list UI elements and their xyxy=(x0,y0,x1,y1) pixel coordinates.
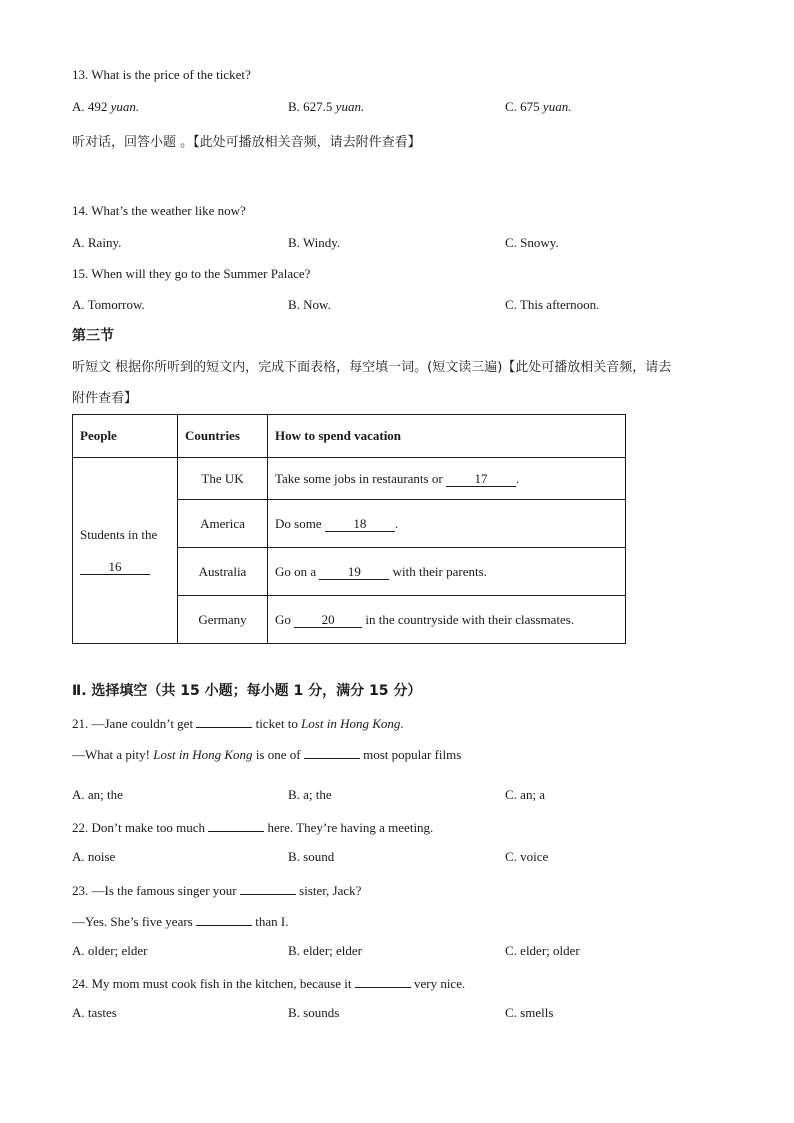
header-countries: Countries xyxy=(178,415,268,458)
section-3-title: 第三节 xyxy=(72,328,114,344)
header-how-to-spend: How to spend vacation xyxy=(268,415,626,458)
country-cell: Australia xyxy=(178,548,268,596)
q22-option-c[interactable]: C. voice xyxy=(505,849,549,864)
section-3-instruction-line1: 听短文 根据你所听到的短文内，完成下面表格，每空填一词。(短文读三遍)【此处可播放相关音频，请去 xyxy=(72,360,672,375)
q23-blank-2[interactable] xyxy=(196,911,252,926)
section-3-instruction-line2: 附件查看】 xyxy=(72,391,138,406)
vacation-cell: Go on a 19 with their parents. xyxy=(268,548,626,596)
q22-option-b[interactable]: B. sound xyxy=(288,849,335,864)
q15-option-c[interactable]: C. This afternoon. xyxy=(505,297,600,312)
question-24-stem: 24. My mom must cook fish in the kitchen, because it very nice. xyxy=(72,973,465,993)
q14-option-c[interactable]: C. Snowy. xyxy=(505,235,559,250)
q21-option-c[interactable]: C. an; a xyxy=(505,787,546,802)
question-23-line1: 23. —Is the famous singer your sister, Jack? xyxy=(72,880,361,900)
header-people: People xyxy=(73,415,178,458)
q21-option-b[interactable]: B. a; the xyxy=(288,787,332,802)
question-14-stem: 14. What’s the weather like now? xyxy=(72,203,246,218)
q23-option-b[interactable]: B. elder; elder xyxy=(288,943,362,958)
blank-16[interactable]: 16 xyxy=(80,560,150,575)
q23-option-c[interactable]: C. elder; older xyxy=(505,943,580,958)
q24-option-c[interactable]: C. smells xyxy=(505,1005,554,1020)
question-13-stem: 13. What is the price of the ticket? xyxy=(72,67,251,82)
q15-option-b[interactable]: B. Now. xyxy=(288,297,331,312)
listen-note: 听对话，回答小题 。【此处可播放相关音频，请去附件查看】 xyxy=(72,135,421,150)
q21-blank-2[interactable] xyxy=(304,744,360,759)
people-text: Students in the xyxy=(80,526,158,542)
blank-20[interactable]: 20 xyxy=(294,613,362,628)
vacation-table xyxy=(72,414,626,644)
question-21-line2: —What a pity! Lost in Hong Kong is one of most popular films xyxy=(72,744,461,764)
q13-option-a[interactable]: A. 492 yuan. xyxy=(72,99,140,114)
blank-19[interactable]: 19 xyxy=(319,565,389,580)
question-21-line1: 21. —Jane couldn’t get ticket to Lost in Hong Kong. xyxy=(72,713,404,733)
q22-blank[interactable] xyxy=(208,817,264,832)
q15-option-a[interactable]: A. Tomorrow. xyxy=(72,297,145,312)
question-22-stem: 22. Don’t make too much here. They’re having a meeting. xyxy=(72,817,433,837)
blank-18[interactable]: 18 xyxy=(325,517,395,532)
q22-option-a[interactable]: A. noise xyxy=(72,849,116,864)
q24-blank[interactable] xyxy=(355,973,411,988)
q23-option-a[interactable]: A. older; elder xyxy=(72,943,148,958)
table-row xyxy=(73,458,626,500)
q14-option-a[interactable]: A. Rainy. xyxy=(72,235,122,250)
people-cell xyxy=(73,458,178,644)
vacation-cell: Do some 18 . xyxy=(268,500,626,548)
question-23-line2: —Yes. She’s five years than I. xyxy=(72,911,288,931)
q13-option-c[interactable]: C. 675 yuan. xyxy=(505,99,572,114)
q21-blank-1[interactable] xyxy=(196,713,252,728)
country-cell: The UK xyxy=(178,458,268,500)
country-cell: America xyxy=(178,500,268,548)
q23-blank-1[interactable] xyxy=(240,880,296,895)
q24-option-b[interactable]: B. sounds xyxy=(288,1005,340,1020)
question-15-stem: 15. When will they go to the Summer Palace? xyxy=(72,266,311,281)
q13-option-b[interactable]: B. 627.5 yuan. xyxy=(288,99,365,114)
q24-option-a[interactable]: A. tastes xyxy=(72,1005,117,1020)
section-2-title: Ⅱ. 选择填空（共 15 小题；每小题 1 分，满分 15 分） xyxy=(72,683,422,699)
blank-17[interactable]: 17 xyxy=(446,472,516,487)
q14-option-b[interactable]: B. Windy. xyxy=(288,235,341,250)
q21-option-a[interactable]: A. an; the xyxy=(72,787,123,802)
country-cell: Germany xyxy=(178,596,268,644)
table-header-row xyxy=(73,415,626,458)
vacation-cell: Go 20 in the countryside with their classmates. xyxy=(268,596,626,644)
vacation-cell: Take some jobs in restaurants or 17 . xyxy=(268,458,626,500)
